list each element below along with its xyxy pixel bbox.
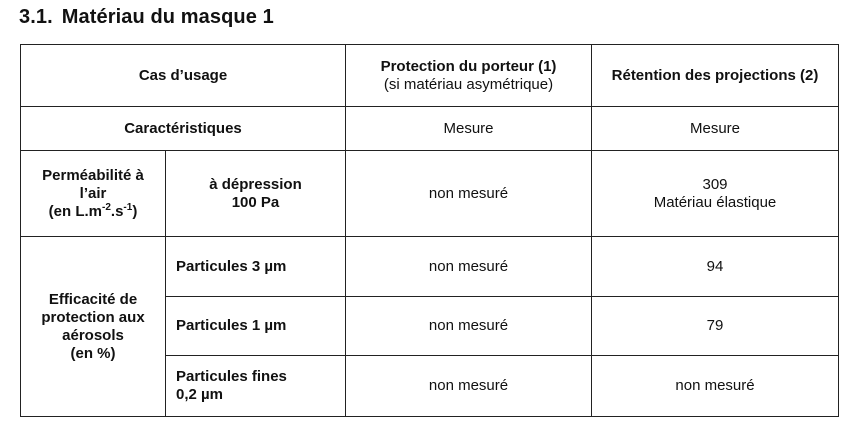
permeability-label — [21, 151, 166, 237]
permeability-value-b-note: Matériau élastique — [653, 193, 777, 211]
efficiency-label — [21, 237, 166, 417]
section-number: 3.1. — [19, 6, 53, 28]
efficiency-label-line4: (en %) — [70, 344, 116, 362]
efficiency-value-b: 94 — [592, 237, 839, 297]
permeability-label-line2: l’air — [79, 184, 107, 202]
particle-size-label: Particules 1 µm — [166, 297, 346, 356]
pressure-condition-line1: à dépression — [209, 175, 302, 193]
unit-prefix: (en L.m — [48, 202, 102, 220]
efficiency-value-a: non mesuré — [346, 297, 592, 356]
unit-mid: .s — [110, 202, 124, 220]
use-case-header: Cas d’usage — [21, 45, 346, 107]
particle-size-line1: Particules fines — [176, 368, 287, 385]
permeability-row — [21, 151, 839, 237]
efficiency-value-b: non mesuré — [592, 356, 839, 417]
efficiency-value-b: 79 — [592, 297, 839, 356]
section-heading — [19, 6, 274, 29]
subheader-row — [21, 107, 839, 151]
particles-3um-row — [21, 237, 839, 297]
wearer-protection-note: (si matériau asymétrique) — [383, 75, 554, 93]
mask-material-table — [20, 44, 839, 417]
permeability-label-line1: Perméabilité à — [42, 166, 144, 184]
efficiency-value-a: non mesuré — [346, 356, 592, 417]
efficiency-label-line2: protection aux — [41, 308, 145, 326]
header-row — [21, 45, 839, 107]
permeability-value-b-number: 309 — [702, 175, 728, 193]
efficiency-value-a: non mesuré — [346, 237, 592, 297]
pressure-condition — [166, 151, 346, 237]
permeability-value-b — [592, 151, 839, 237]
unit-sup-2: -1 — [123, 201, 133, 213]
efficiency-label-line3: aérosols — [62, 326, 124, 344]
unit-sup-1: -2 — [102, 201, 111, 213]
particle-size-label — [166, 356, 346, 417]
particle-size-label: Particules 3 µm — [166, 237, 346, 297]
particle-size-line2: 0,2 µm — [176, 386, 223, 403]
characteristics-header: Caractéristiques — [21, 107, 346, 151]
unit-suffix: ) — [132, 202, 138, 220]
permeability-value-a: non mesuré — [346, 151, 592, 237]
pressure-condition-line2: 100 Pa — [231, 193, 280, 211]
permeability-unit — [25, 203, 161, 221]
projection-retention-header: Rétention des projections (2) — [592, 45, 839, 107]
wearer-protection-header — [346, 45, 592, 107]
section-title: Matériau du masque 1 — [61, 6, 274, 28]
wearer-protection-title: Protection du porteur (1) — [380, 57, 557, 75]
measure-col-b: Mesure — [592, 107, 839, 151]
measure-col-a: Mesure — [346, 107, 592, 151]
efficiency-label-line1: Efficacité de — [48, 290, 138, 308]
